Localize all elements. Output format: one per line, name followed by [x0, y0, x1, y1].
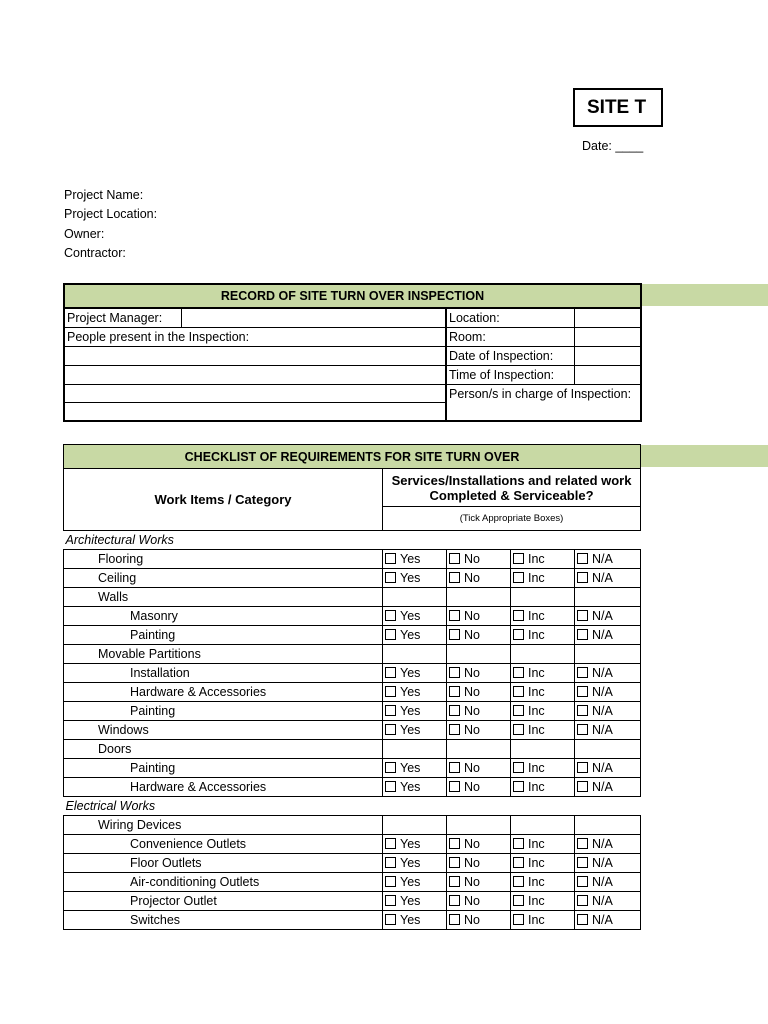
- option-label: No: [464, 780, 480, 794]
- checkbox-icon[interactable]: [513, 857, 524, 868]
- checklist-row: [64, 911, 641, 930]
- option-label: Yes: [400, 780, 421, 794]
- option-cell[interactable]: [383, 892, 447, 911]
- checkbox-icon[interactable]: [577, 629, 588, 640]
- checkbox-icon[interactable]: [513, 629, 524, 640]
- checkbox-icon[interactable]: [577, 553, 588, 564]
- option-label: Yes: [400, 761, 421, 775]
- option-cell: [447, 740, 511, 759]
- option-cell[interactable]: [383, 626, 447, 645]
- option-cell[interactable]: [447, 911, 511, 930]
- option-label: No: [464, 837, 480, 851]
- option-label: N/A: [592, 628, 613, 642]
- option-cell[interactable]: [447, 702, 511, 721]
- checkbox-icon[interactable]: [449, 553, 460, 564]
- option-cell[interactable]: [383, 759, 447, 778]
- date-of-inspection-label: Date of Inspection:: [446, 347, 574, 366]
- checklist-table: [63, 444, 641, 930]
- checklist-row: [64, 626, 641, 645]
- record-band-extension: [637, 284, 768, 306]
- option-cell[interactable]: [447, 835, 511, 854]
- option-cell[interactable]: [575, 607, 641, 626]
- work-item-label: Windows: [64, 721, 383, 740]
- checkbox-icon[interactable]: [513, 876, 524, 887]
- work-item-label: Flooring: [64, 550, 383, 569]
- option-cell[interactable]: [383, 550, 447, 569]
- checkbox-icon[interactable]: [577, 838, 588, 849]
- option-cell[interactable]: [447, 873, 511, 892]
- record-table: [63, 283, 642, 422]
- checklist-row: [64, 683, 641, 702]
- checkbox-icon[interactable]: [385, 667, 396, 678]
- category-label: Electrical Works: [64, 797, 641, 816]
- checklist-row: [64, 550, 641, 569]
- project-location-label: Project Location:: [64, 207, 158, 221]
- option-label: No: [464, 723, 480, 737]
- option-cell[interactable]: [511, 892, 575, 911]
- option-label: Yes: [400, 894, 421, 908]
- checkbox-icon[interactable]: [577, 705, 588, 716]
- option-label: Yes: [400, 609, 421, 623]
- option-cell[interactable]: [511, 664, 575, 683]
- checkbox-icon[interactable]: [577, 857, 588, 868]
- people-present-field-3[interactable]: [64, 385, 446, 403]
- checkbox-icon[interactable]: [385, 629, 396, 640]
- option-cell[interactable]: [575, 778, 641, 797]
- option-label: No: [464, 913, 480, 927]
- option-cell[interactable]: [575, 664, 641, 683]
- checkbox-icon[interactable]: [385, 857, 396, 868]
- option-label: No: [464, 856, 480, 870]
- option-label: N/A: [592, 780, 613, 794]
- work-item-label: Projector Outlet: [64, 892, 383, 911]
- checkbox-icon[interactable]: [449, 572, 460, 583]
- checklist-row: [64, 569, 641, 588]
- checkbox-icon[interactable]: [577, 762, 588, 773]
- people-present-field-2[interactable]: [64, 366, 446, 385]
- option-label: Yes: [400, 552, 421, 566]
- option-label: No: [464, 628, 480, 642]
- option-cell: [511, 740, 575, 759]
- option-label: Yes: [400, 666, 421, 680]
- people-present-label: People present in the Inspection:: [64, 328, 446, 347]
- document-title: SITE T: [573, 88, 663, 127]
- checkbox-icon[interactable]: [449, 876, 460, 887]
- option-cell: [447, 645, 511, 664]
- room-label: Room:: [446, 328, 574, 347]
- checklist-band-extension: [637, 445, 768, 467]
- date-of-inspection-field[interactable]: [574, 347, 641, 366]
- option-cell: [511, 816, 575, 835]
- checkbox-icon[interactable]: [513, 610, 524, 621]
- work-item-label: Painting: [64, 626, 383, 645]
- option-cell[interactable]: [511, 702, 575, 721]
- checkbox-icon[interactable]: [577, 914, 588, 925]
- project-manager-field[interactable]: [181, 308, 446, 328]
- option-label: Yes: [400, 837, 421, 851]
- checkbox-icon[interactable]: [449, 667, 460, 678]
- option-cell[interactable]: [511, 626, 575, 645]
- checkbox-icon[interactable]: [577, 781, 588, 792]
- work-item-label: Masonry: [64, 607, 383, 626]
- option-cell: [383, 588, 447, 607]
- option-label: No: [464, 894, 480, 908]
- people-present-field-1[interactable]: [64, 347, 446, 366]
- option-cell[interactable]: [575, 892, 641, 911]
- checkbox-icon[interactable]: [385, 895, 396, 906]
- option-label: N/A: [592, 761, 613, 775]
- option-label: N/A: [592, 837, 613, 851]
- option-cell: [575, 588, 641, 607]
- work-item-label: Painting: [64, 702, 383, 721]
- option-label: Inc: [528, 780, 545, 794]
- option-label: Inc: [528, 856, 545, 870]
- option-cell[interactable]: [511, 911, 575, 930]
- checkbox-icon[interactable]: [385, 705, 396, 716]
- checkbox-icon[interactable]: [513, 572, 524, 583]
- checkbox-icon[interactable]: [449, 686, 460, 697]
- work-item-label: Hardware & Accessories: [64, 683, 383, 702]
- option-cell[interactable]: [575, 759, 641, 778]
- option-cell[interactable]: [383, 873, 447, 892]
- option-cell[interactable]: [447, 778, 511, 797]
- checkbox-icon[interactable]: [449, 781, 460, 792]
- option-label: Inc: [528, 609, 545, 623]
- option-label: N/A: [592, 571, 613, 585]
- checklist-row: [64, 797, 641, 816]
- checkbox-icon[interactable]: [513, 895, 524, 906]
- checkbox-icon[interactable]: [577, 876, 588, 887]
- option-label: Inc: [528, 723, 545, 737]
- checkbox-icon[interactable]: [385, 876, 396, 887]
- work-item-label: Convenience Outlets: [64, 835, 383, 854]
- checkbox-icon[interactable]: [385, 553, 396, 564]
- work-item-label: Switches: [64, 911, 383, 930]
- location-label: Location:: [446, 308, 574, 328]
- work-items-header: Work Items / Category: [64, 469, 383, 531]
- checklist-row: [64, 740, 641, 759]
- option-label: N/A: [592, 894, 613, 908]
- option-cell: [383, 816, 447, 835]
- services-header: Services/Installations and related work Completed & Serviceable?: [383, 469, 641, 507]
- checkbox-icon[interactable]: [449, 629, 460, 640]
- option-label: N/A: [592, 685, 613, 699]
- checklist-row: [64, 816, 641, 835]
- option-label: N/A: [592, 609, 613, 623]
- checkbox-icon[interactable]: [513, 724, 524, 735]
- checklist-row: [64, 531, 641, 550]
- option-cell[interactable]: [511, 759, 575, 778]
- option-cell[interactable]: [383, 702, 447, 721]
- checkbox-icon[interactable]: [513, 762, 524, 773]
- checklist-title: CHECKLIST OF REQUIREMENTS FOR SITE TURN OVER: [64, 445, 641, 469]
- option-label: Yes: [400, 875, 421, 889]
- location-field[interactable]: [574, 308, 641, 328]
- option-label: Yes: [400, 685, 421, 699]
- checkbox-icon[interactable]: [385, 838, 396, 849]
- option-cell: [383, 645, 447, 664]
- checklist-row: [64, 645, 641, 664]
- option-cell[interactable]: [575, 569, 641, 588]
- option-label: N/A: [592, 856, 613, 870]
- work-item-label: Wiring Devices: [64, 816, 383, 835]
- option-label: Yes: [400, 723, 421, 737]
- option-label: Yes: [400, 704, 421, 718]
- checkbox-icon[interactable]: [385, 781, 396, 792]
- time-of-inspection-label: Time of Inspection:: [446, 366, 574, 385]
- option-cell[interactable]: [575, 702, 641, 721]
- checkbox-icon[interactable]: [513, 553, 524, 564]
- project-manager-label: Project Manager:: [64, 308, 181, 328]
- checkbox-icon[interactable]: [385, 914, 396, 925]
- option-cell[interactable]: [447, 683, 511, 702]
- option-label: Yes: [400, 571, 421, 585]
- option-cell[interactable]: [383, 911, 447, 930]
- option-label: Inc: [528, 628, 545, 642]
- checkbox-icon[interactable]: [449, 705, 460, 716]
- option-cell[interactable]: [575, 550, 641, 569]
- checklist-row: [64, 588, 641, 607]
- checkbox-icon[interactable]: [513, 686, 524, 697]
- option-cell[interactable]: [447, 854, 511, 873]
- option-cell[interactable]: [383, 683, 447, 702]
- option-label: No: [464, 875, 480, 889]
- checkbox-icon[interactable]: [513, 667, 524, 678]
- time-of-inspection-field[interactable]: [574, 366, 641, 385]
- option-cell[interactable]: [447, 569, 511, 588]
- option-cell[interactable]: [447, 892, 511, 911]
- work-item-label: Painting: [64, 759, 383, 778]
- option-cell[interactable]: [383, 607, 447, 626]
- option-cell: [511, 645, 575, 664]
- checklist-row: [64, 721, 641, 740]
- option-cell[interactable]: [383, 835, 447, 854]
- option-cell[interactable]: [383, 664, 447, 683]
- option-label: Inc: [528, 666, 545, 680]
- tick-note: (Tick Appropriate Boxes): [383, 507, 641, 531]
- option-cell[interactable]: [575, 835, 641, 854]
- checkbox-icon[interactable]: [449, 895, 460, 906]
- option-cell[interactable]: [575, 683, 641, 702]
- option-cell: [575, 816, 641, 835]
- checkbox-icon[interactable]: [577, 572, 588, 583]
- checkbox-icon[interactable]: [449, 914, 460, 925]
- checkbox-icon[interactable]: [513, 781, 524, 792]
- owner-label: Owner:: [64, 227, 105, 241]
- checkbox-icon[interactable]: [385, 724, 396, 735]
- option-label: Inc: [528, 704, 545, 718]
- checkbox-icon[interactable]: [513, 914, 524, 925]
- people-present-field-4[interactable]: [64, 403, 446, 421]
- option-label: N/A: [592, 552, 613, 566]
- option-cell[interactable]: [575, 721, 641, 740]
- option-label: Inc: [528, 685, 545, 699]
- option-cell[interactable]: [511, 721, 575, 740]
- checkbox-icon[interactable]: [385, 762, 396, 773]
- work-item-label: Movable Partitions: [64, 645, 383, 664]
- checkbox-icon[interactable]: [577, 667, 588, 678]
- option-cell[interactable]: [447, 607, 511, 626]
- option-label: Inc: [528, 571, 545, 585]
- option-cell[interactable]: [383, 778, 447, 797]
- checkbox-icon[interactable]: [449, 724, 460, 735]
- checkbox-icon[interactable]: [449, 857, 460, 868]
- checklist-row: [64, 873, 641, 892]
- work-item-label: Floor Outlets: [64, 854, 383, 873]
- work-item-label: Installation: [64, 664, 383, 683]
- project-name-label: Project Name:: [64, 188, 144, 202]
- option-label: Inc: [528, 837, 545, 851]
- persons-in-charge-label: Person/s in charge of Inspection:: [446, 385, 641, 421]
- category-label: Architectural Works: [64, 531, 641, 550]
- work-item-label: Walls: [64, 588, 383, 607]
- option-cell[interactable]: [511, 854, 575, 873]
- option-cell: [575, 645, 641, 664]
- option-label: Inc: [528, 913, 545, 927]
- work-item-label: Ceiling: [64, 569, 383, 588]
- option-cell[interactable]: [383, 854, 447, 873]
- checklist-row: [64, 835, 641, 854]
- option-cell[interactable]: [575, 626, 641, 645]
- option-cell[interactable]: [511, 873, 575, 892]
- option-label: Inc: [528, 875, 545, 889]
- checkbox-icon[interactable]: [513, 705, 524, 716]
- option-label: No: [464, 666, 480, 680]
- option-cell[interactable]: [447, 664, 511, 683]
- option-cell[interactable]: [447, 721, 511, 740]
- checkbox-icon[interactable]: [449, 762, 460, 773]
- option-label: No: [464, 685, 480, 699]
- option-cell[interactable]: [575, 854, 641, 873]
- option-cell[interactable]: [511, 550, 575, 569]
- option-label: Inc: [528, 552, 545, 566]
- option-cell[interactable]: [575, 911, 641, 930]
- checklist-row: [64, 664, 641, 683]
- checkbox-icon[interactable]: [449, 610, 460, 621]
- work-item-label: Hardware & Accessories: [64, 778, 383, 797]
- checkbox-icon[interactable]: [577, 610, 588, 621]
- checkbox-icon[interactable]: [577, 895, 588, 906]
- option-cell: [383, 740, 447, 759]
- checklist-row: [64, 778, 641, 797]
- option-label: N/A: [592, 723, 613, 737]
- record-title: RECORD OF SITE TURN OVER INSPECTION: [64, 284, 641, 308]
- option-label: No: [464, 761, 480, 775]
- date-label: Date: ____: [582, 139, 644, 153]
- option-label: Yes: [400, 628, 421, 642]
- option-label: No: [464, 609, 480, 623]
- contractor-label: Contractor:: [64, 246, 126, 260]
- option-label: N/A: [592, 875, 613, 889]
- option-label: N/A: [592, 704, 613, 718]
- option-cell: [575, 740, 641, 759]
- checklist-row: [64, 702, 641, 721]
- option-cell[interactable]: [383, 569, 447, 588]
- option-label: No: [464, 552, 480, 566]
- checklist-row: [64, 759, 641, 778]
- option-cell[interactable]: [447, 626, 511, 645]
- work-item-label: Air-conditioning Outlets: [64, 873, 383, 892]
- option-cell[interactable]: [383, 721, 447, 740]
- checklist-row: [64, 892, 641, 911]
- option-label: Yes: [400, 913, 421, 927]
- checkbox-icon[interactable]: [577, 724, 588, 735]
- option-label: No: [464, 704, 480, 718]
- option-cell[interactable]: [511, 607, 575, 626]
- checkbox-icon[interactable]: [385, 686, 396, 697]
- option-cell: [511, 588, 575, 607]
- work-item-label: Doors: [64, 740, 383, 759]
- checkbox-icon[interactable]: [577, 686, 588, 697]
- room-field[interactable]: [574, 328, 641, 347]
- option-cell[interactable]: [447, 759, 511, 778]
- checkbox-icon[interactable]: [385, 572, 396, 583]
- option-cell[interactable]: [511, 569, 575, 588]
- option-cell: [447, 588, 511, 607]
- option-cell[interactable]: [511, 778, 575, 797]
- checklist-row: [64, 607, 641, 626]
- checklist-row: [64, 854, 641, 873]
- option-cell[interactable]: [575, 873, 641, 892]
- option-label: No: [464, 571, 480, 585]
- option-cell[interactable]: [511, 835, 575, 854]
- option-label: Inc: [528, 761, 545, 775]
- option-label: Yes: [400, 856, 421, 870]
- option-label: N/A: [592, 666, 613, 680]
- checkbox-icon[interactable]: [513, 838, 524, 849]
- checkbox-icon[interactable]: [385, 610, 396, 621]
- option-cell[interactable]: [447, 550, 511, 569]
- option-label: N/A: [592, 913, 613, 927]
- option-cell[interactable]: [511, 683, 575, 702]
- checkbox-icon[interactable]: [449, 838, 460, 849]
- option-label: Inc: [528, 894, 545, 908]
- option-cell: [447, 816, 511, 835]
